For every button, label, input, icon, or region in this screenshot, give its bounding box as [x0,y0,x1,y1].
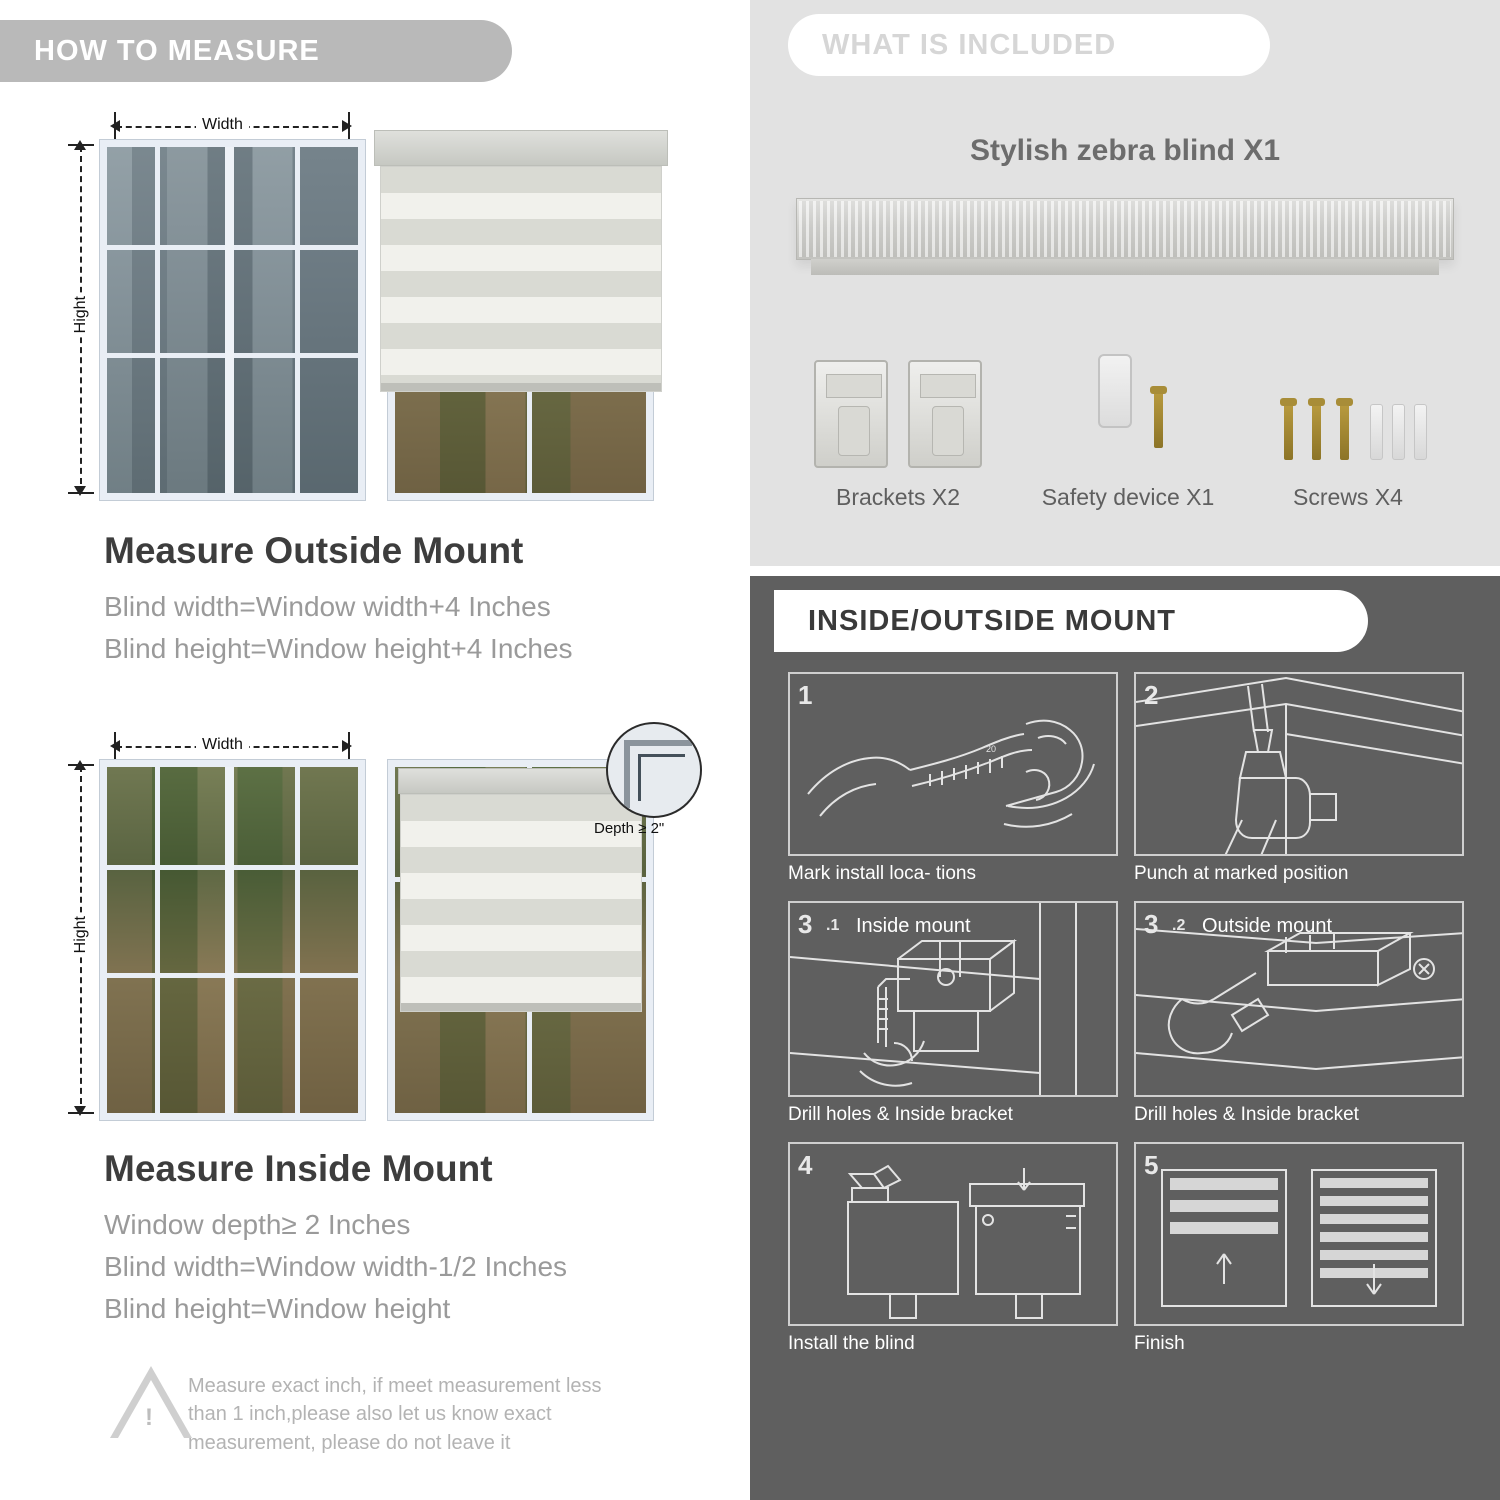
tick [68,144,94,146]
inside-outside-mount-title: INSIDE/OUTSIDE MOUNT [808,604,1177,637]
window-without-blind [100,760,365,1120]
how-to-measure-banner [0,20,512,82]
step-3-2-number: 3 [1144,909,1159,939]
step-2 [1134,672,1464,885]
screw-icon [1154,392,1163,448]
step-1-caption: Mark install loca- tions [788,863,976,884]
install-blind-icon [788,1142,1118,1326]
tick [114,112,116,140]
step-5 [1134,1142,1464,1355]
window-without-blind [100,140,365,500]
hand-tape-measure-icon [788,672,1118,856]
how-to-measure-panel [0,0,742,1500]
step-1 [788,672,1118,885]
warning-text: Measure exact inch, if meet measurement less than 1 inch,please also let us know exact measurement, please do not leave it [188,1375,602,1454]
step-3-1-number-sub: .1 [826,917,840,934]
how-to-measure-title: HOW TO MEASURE [34,34,320,67]
outside-width-arrow-right [342,120,352,132]
step-2-number: 2 [1144,680,1159,710]
step-3-2 [1134,901,1464,1126]
tick [348,112,350,140]
tick [68,492,94,494]
what-is-included-panel [750,0,1500,566]
safety-device-label: Safety device X1 [1041,484,1215,510]
screwdriver-bracket-icon [1134,901,1464,1097]
step-3-2-subtitle: Outside mount [1202,915,1333,937]
inside-mount-line-2: Blind width=Window width-1/2 Inches [104,1251,568,1282]
step-1-number: 1 [798,680,813,710]
outside-height-label: Hight [72,292,90,337]
bracket-screw-icon [788,901,1118,1097]
screw-icon [1340,404,1349,460]
drill-icon [1134,672,1464,856]
exclamation-icon: ! [145,1404,153,1431]
inside-outside-mount-panel [750,576,1500,1500]
step-3-2-number-sub: .2 [1172,917,1186,934]
inside-mount-line-1: Window depth≥ 2 Inches [104,1209,411,1240]
svg-text:20: 20 [986,744,997,754]
step-4-caption: Install the blind [788,1333,915,1354]
what-is-included-banner [788,14,1270,76]
bracket-icon [814,360,888,468]
main-item-label: Stylish zebra blind X1 [969,134,1281,167]
step-3-1-subtitle: Inside mount [856,915,971,937]
step-3-1 [788,901,1118,1126]
step-5-number: 5 [1144,1150,1159,1180]
wall-anchor-icon [1392,404,1405,460]
brackets-label: Brackets X2 [836,484,960,510]
screw-icon [1312,404,1321,460]
screws-label: Screws X4 [1293,484,1403,510]
outside-mount-heading: Measure Outside Mount [104,530,524,571]
step-3-1-number: 3 [798,909,813,939]
what-is-included-title: WHAT IS INCLUDED [822,28,1117,61]
inside-height-label: Hight [72,912,90,957]
tick [68,1112,94,1114]
depth-label: Depth ≥ 2" [594,820,665,837]
safety-device-icon [1098,354,1132,428]
step-3-1-caption: Drill holes & Inside bracket [788,1104,1013,1125]
finished-blind-icon [1134,1142,1464,1326]
inside-mount-line-3: Blind height=Window height [104,1293,451,1324]
step-2-caption: Punch at marked position [1134,863,1349,884]
wall-anchor-icon [1414,404,1427,460]
outside-mount-line-1: Blind width=Window width+4 Inches [104,591,551,622]
tick [348,732,350,760]
outside-mount-line-2: Blind height=Window height+4 Inches [104,633,573,664]
inside-mount-heading: Measure Inside Mount [104,1148,493,1189]
step-4 [788,1142,1118,1355]
inside-outside-mount-banner [774,590,1368,652]
bracket-icon [908,360,982,468]
outside-height-arrow-down [74,486,86,496]
inside-width-label: Width [196,736,249,754]
inside-height-arrow-down [74,1106,86,1116]
wall-anchor-icon [1370,404,1383,460]
steps-grid [788,672,1464,1355]
zebra-blind-rail [796,198,1454,260]
outside-width-label: Width [196,116,249,134]
step-5-caption: Finish [1134,1333,1185,1354]
step-3-2-caption: Drill holes & Inside bracket [1134,1104,1359,1125]
inside-width-arrow-right [342,740,352,752]
screw-icon [1284,404,1293,460]
depth-callout-circle [606,722,702,818]
tick [68,764,94,766]
step-4-number: 4 [798,1150,813,1180]
tick [114,732,116,760]
